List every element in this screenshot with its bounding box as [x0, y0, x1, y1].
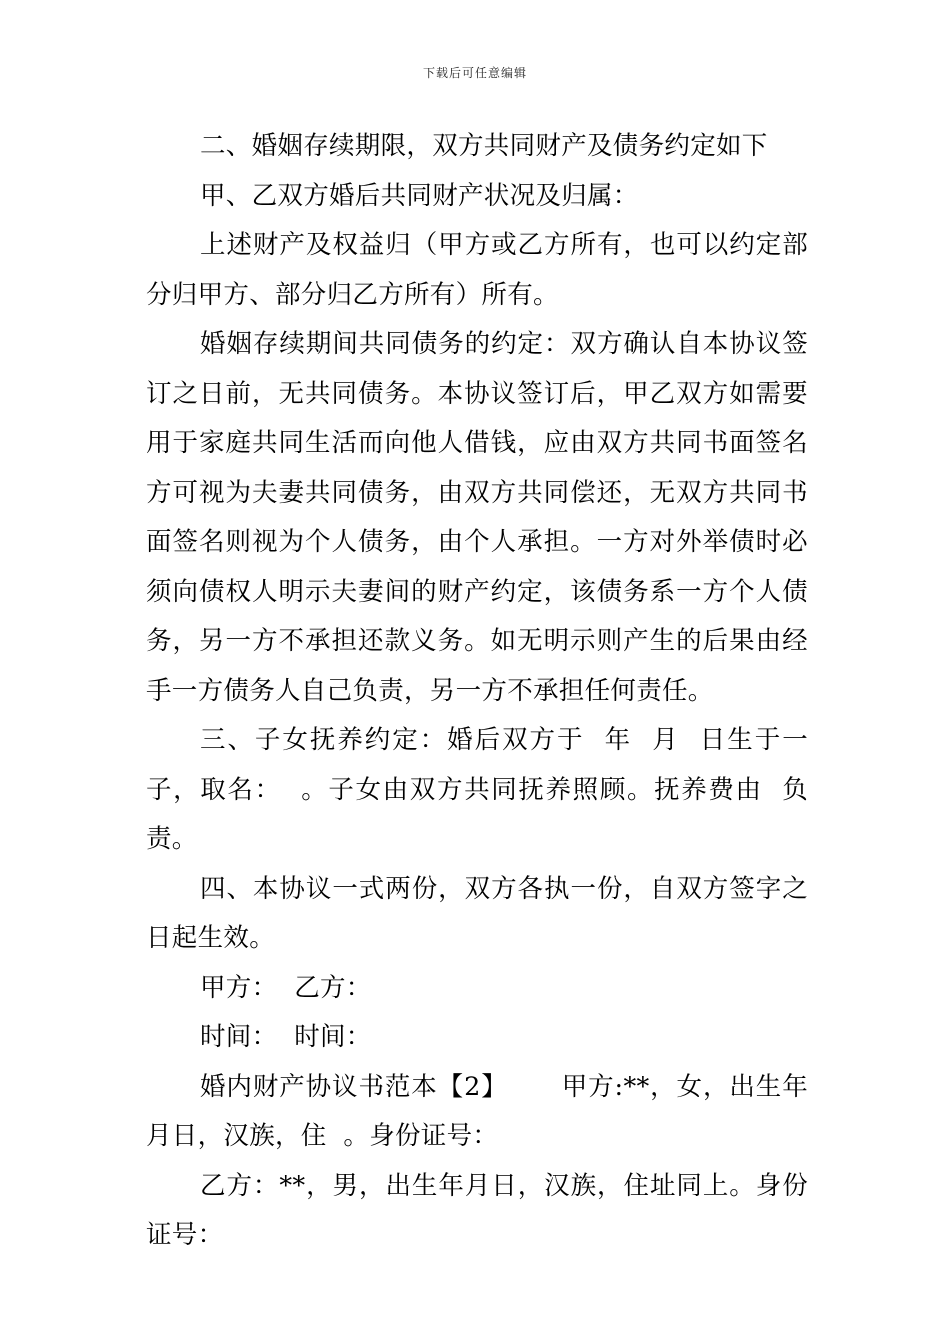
paragraph-3: 上述财产及权益归（甲方或乙方所有，也可以约定部分归甲方、部分归乙方所有）所有。 [146, 230, 808, 310]
paragraph-5: 三、子女抚养约定：婚后双方于 年 月 日生于一子，取名： 。子女由双方共同抚养照顾。抚养费由 负责。 [146, 725, 808, 854]
paragraph-9: 婚内财产协议书范本【2】 甲方:**，女，出生年月日，汉族，住 。身份证号： [146, 1071, 808, 1151]
paragraph-8: 时间： 时间： [200, 1022, 372, 1052]
header-note: 下载后可任意编辑 [422, 66, 527, 80]
paragraph-2: 甲、乙双方婚后共同财产状况及归属： [200, 180, 639, 211]
paragraph-4: 婚姻存续期间共同债务的约定：双方确认自本协议签订之日前，无共同债务。本协议签订后，甲乙双方如需要用于家庭共同生活而向他人借钱，应由双方共同书面签名方可视为夫妻共同债务，由双方共同偿还，无双方共同书面签名则视为个人债务，由个人承担。一方对外举债时必须向债权人明示夫妻间的财产约定，该债务系一方个人债务，另一方不承担还款义务。如无明示则产生的后果由经手一方债务人自己负责，另一方不承担任何责任。 [146, 329, 808, 706]
paragraph-6: 四、本协议一式两份，双方各执一份，自双方签字之日起生效。 [146, 873, 808, 953]
paragraph-1: 二、婚姻存续期限，双方共同财产及债务约定如下 [200, 131, 768, 161]
document-body [146, 122, 808, 1261]
paragraph-10: 乙方：**，男，出生年月日，汉族，住址同上。身份证号： [146, 1170, 808, 1250]
paragraph-7: 甲方： 乙方： [200, 972, 372, 1003]
